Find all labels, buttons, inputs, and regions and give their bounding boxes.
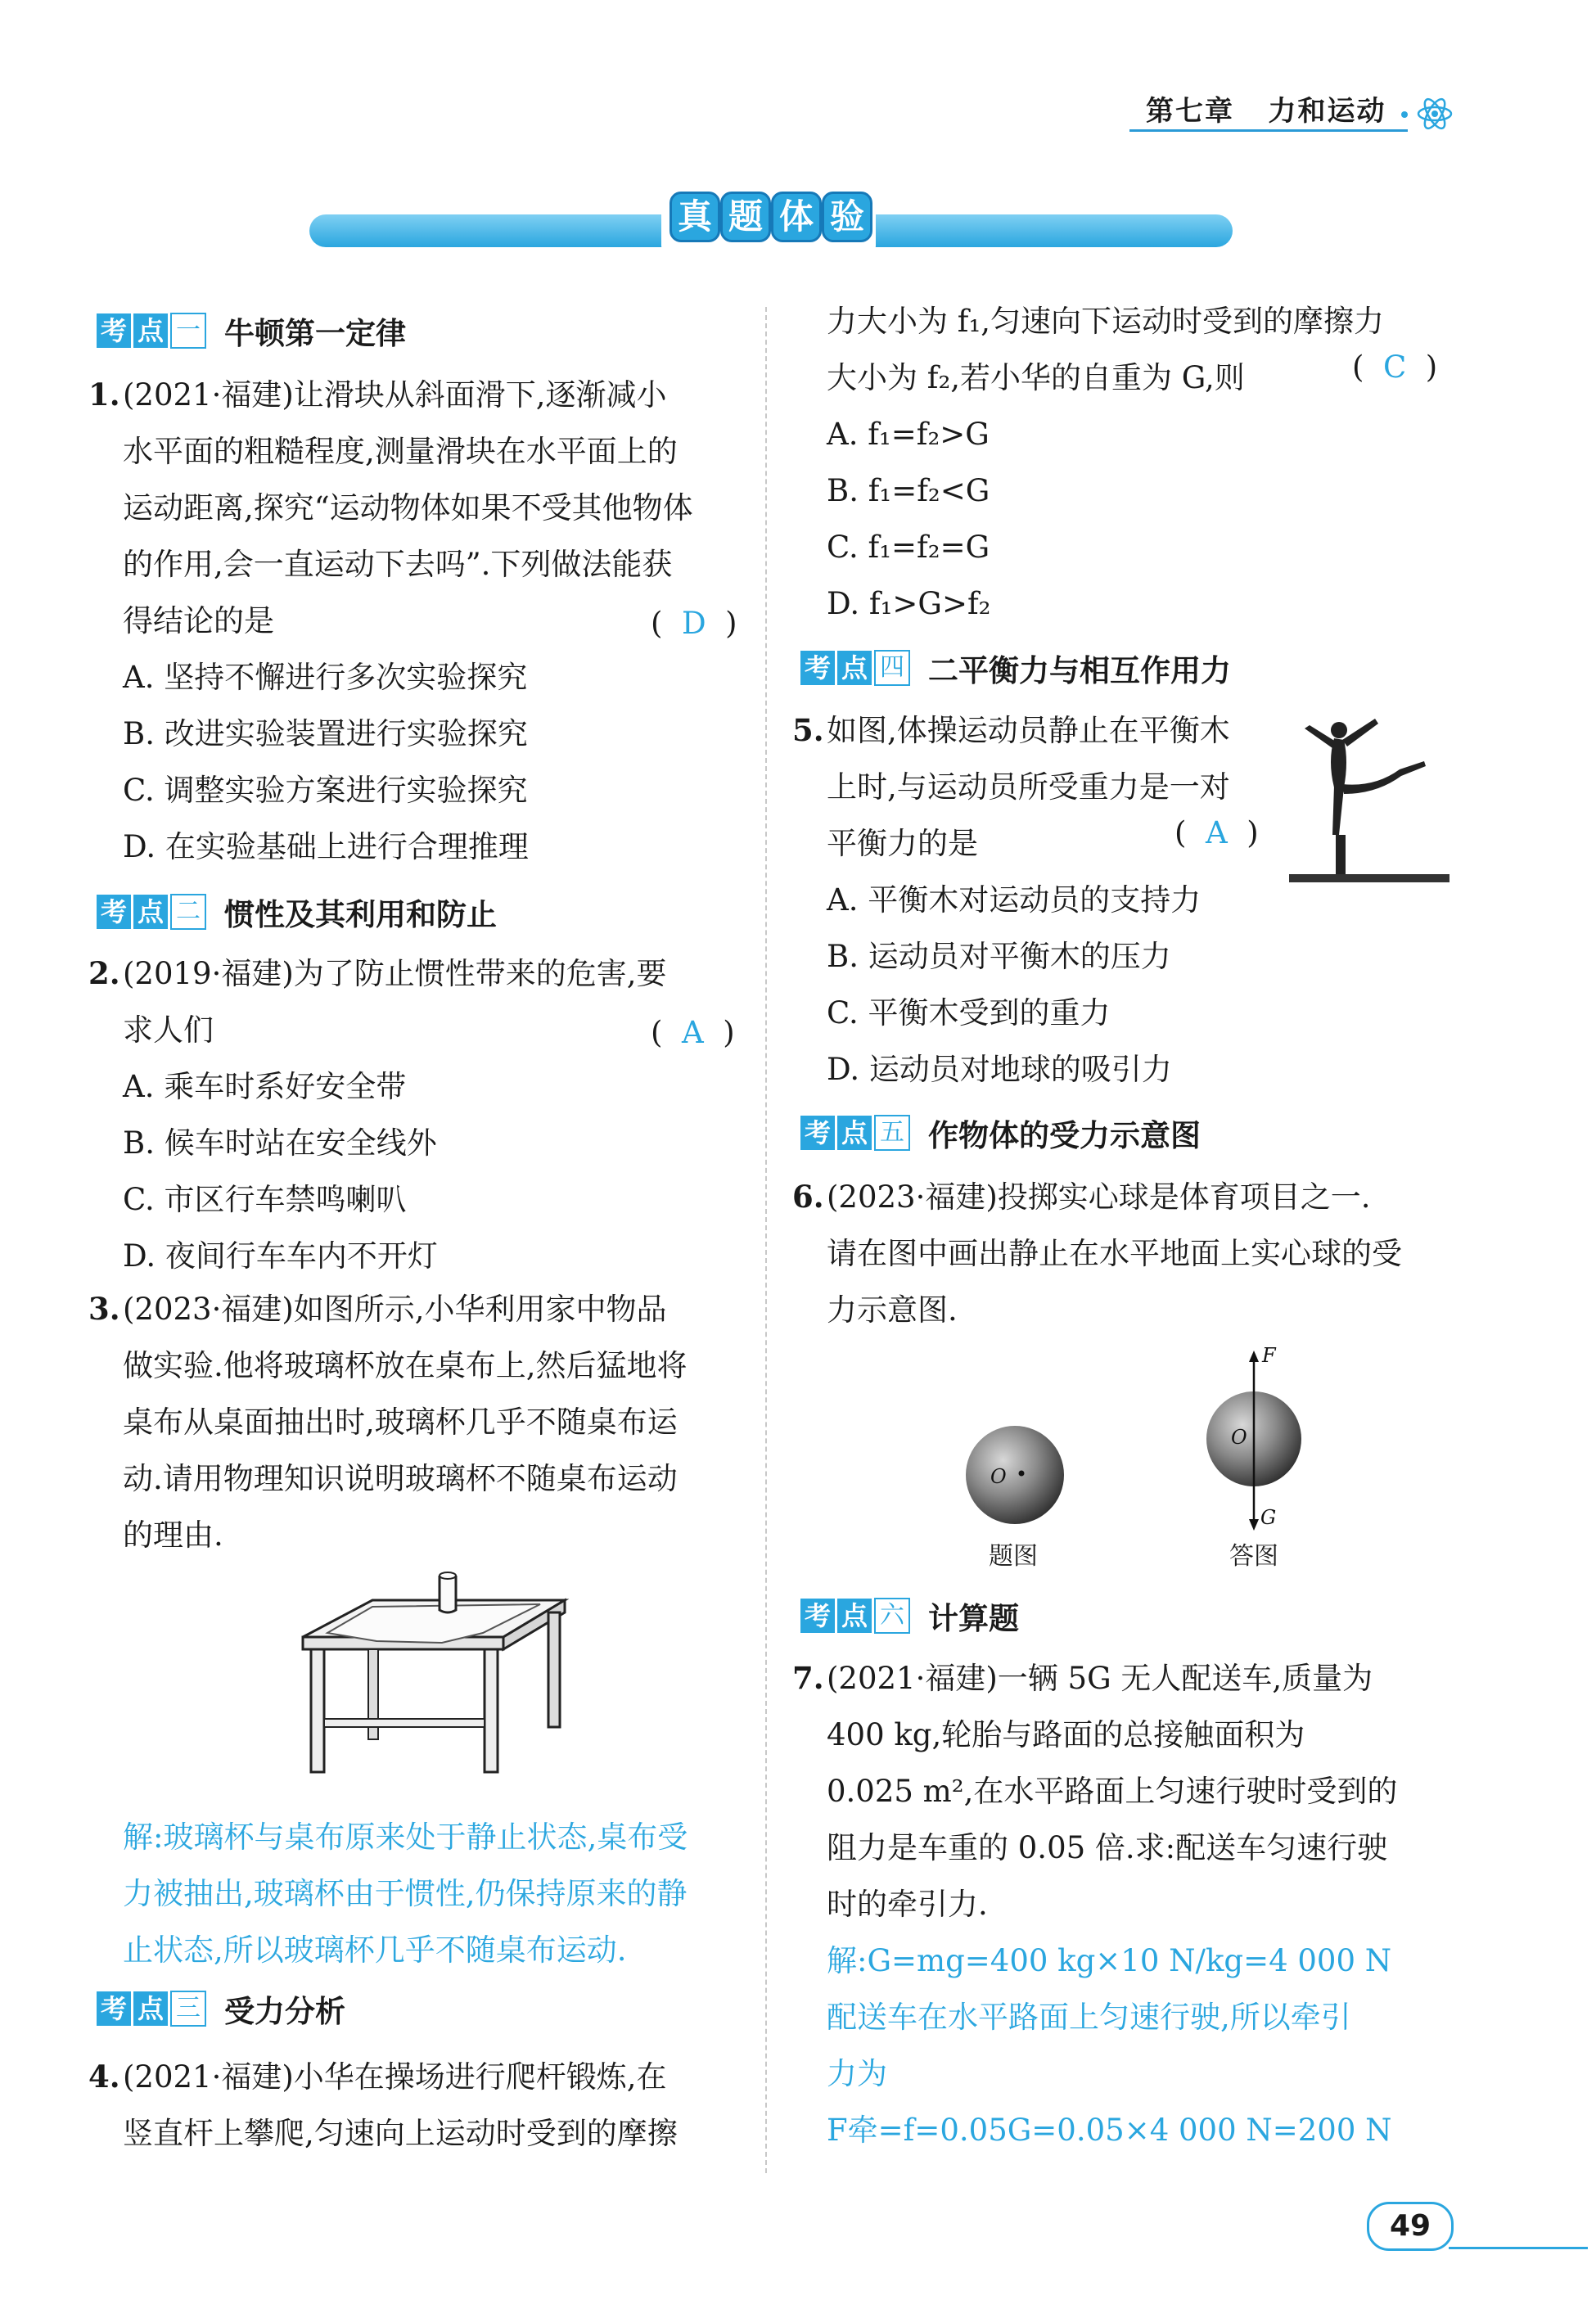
tag-kao: 考 <box>800 651 835 685</box>
tag-kao: 考 <box>97 313 131 348</box>
banner-char: 真 <box>670 192 720 242</box>
answer-bracket: ( A ) <box>1174 815 1259 850</box>
answer-bracket: ( C ) <box>1352 350 1438 385</box>
answer: A <box>681 1015 704 1050</box>
question-line: (2021·福建)小华在操场进行爬杆锻炼,在 <box>123 2059 667 2095</box>
ball-center-dot <box>1019 1471 1025 1477</box>
solution-line: 配送车在水平路面上匀速行驶,所以牵引 <box>827 2000 1351 2035</box>
option: D. 夜间行车车内不开灯 <box>123 1238 438 1274</box>
option: A. 平衡木对运动员的支持力 <box>827 882 1202 918</box>
answer: D <box>681 606 706 641</box>
option: A. 乘车时系好安全带 <box>123 1069 407 1104</box>
figure-caption-question: 题图 <box>989 1542 1038 1571</box>
tag-dian: 点 <box>837 651 872 685</box>
tag-kao: 考 <box>97 1991 131 2026</box>
tag-dian: 点 <box>133 895 168 929</box>
question-line: 力示意图. <box>827 1292 958 1328</box>
question-line: (2023·福建)如图所示,小华利用家中物品 <box>123 1292 667 1327</box>
option: C. 调整实验方案进行实验探究 <box>123 773 528 808</box>
answer: A <box>1205 815 1228 850</box>
banner-char: 题 <box>720 192 771 242</box>
question-5 <box>827 702 1230 1098</box>
question-number: 3. <box>88 1291 120 1327</box>
tag-number: 一 <box>170 313 206 349</box>
section-tag-2 <box>97 894 497 930</box>
question-line: 如图,体操运动员静止在平衡木 <box>827 713 1230 748</box>
question-line: 400 kg,轮胎与路面的总接触面积为 <box>827 1717 1305 1752</box>
tag-number: 二 <box>170 894 206 930</box>
tag-dian: 点 <box>837 1116 872 1150</box>
question-number: 6. <box>792 1179 824 1215</box>
solution-3 <box>123 1809 688 1978</box>
solution-line: 解:G=mg=400 kg×10 N/kg=4 000 N <box>827 1943 1392 1978</box>
page-number-line <box>1449 2247 1588 2249</box>
solution-line: 力被抽出,玻璃杯由于惯性,仍保持原来的静 <box>123 1876 688 1911</box>
section-title: 作物体的受力示意图 <box>928 1118 1201 1153</box>
tag-dian: 点 <box>133 1991 168 2026</box>
tag-number: 六 <box>874 1598 910 1634</box>
arrow-down-icon <box>1249 1519 1259 1531</box>
question-line: 大小为 f₂,若小华的自重为 G,则 <box>827 360 1245 395</box>
question-number: 5. <box>792 712 824 748</box>
question-line: 桌布从桌面抽出时,玻璃杯几乎不随桌布运 <box>123 1405 678 1440</box>
question-2 <box>123 945 667 1284</box>
solution-line: 力为 <box>827 2056 887 2091</box>
tag-dian: 点 <box>837 1599 872 1633</box>
question-line: 平衡力的是 <box>827 826 978 861</box>
question-line: 阻力是车重的 0.05 倍.求:配送车匀速行驶 <box>827 1830 1388 1865</box>
question-line: 的理由. <box>123 1518 223 1553</box>
answer-bracket: ( D ) <box>651 606 737 641</box>
question-number: 4. <box>88 2059 120 2095</box>
label-g: G <box>1260 1506 1277 1529</box>
question-4 <box>123 2049 678 2162</box>
label-o-question: O <box>990 1465 1007 1488</box>
question-number: 7. <box>792 1660 824 1696</box>
header-dot <box>1401 111 1408 118</box>
question-line: 请在图中画出静止在水平地面上实心球的受 <box>827 1236 1402 1271</box>
option: C. 市区行车禁鸣喇叭 <box>123 1182 407 1217</box>
question-line: 得结论的是 <box>123 603 274 638</box>
question-line: 竖直杆上攀爬,匀速向上运动时受到的摩擦 <box>123 2116 678 2151</box>
atom-icon <box>1416 95 1454 133</box>
section-tag-5 <box>800 1115 1201 1151</box>
label-o-answer: O <box>1231 1426 1247 1449</box>
question-line: 水平面的粗糙程度,测量滑块在水平面上的 <box>123 434 678 469</box>
question-line: (2019·福建)为了防止惯性带来的危害,要 <box>123 956 667 991</box>
banner-char: 体 <box>771 192 822 242</box>
header-underline <box>1129 129 1408 132</box>
solution-line: 止状态,所以玻璃杯几乎不随桌布运动. <box>123 1932 627 1968</box>
option: A. f₁=f₂>G <box>827 417 990 452</box>
option: D. f₁>G>f₂ <box>827 586 991 621</box>
question-number: 2. <box>88 955 120 991</box>
question-4-continued <box>827 293 1384 632</box>
section-title: 受力分析 <box>224 1994 345 2029</box>
option: A. 坚持不懈进行多次实验探究 <box>123 660 528 695</box>
question-line: 0.025 m²,在水平路面上匀速行驶时受到的 <box>827 1774 1398 1809</box>
section-tag-3 <box>97 1991 345 2027</box>
option: C. f₁=f₂=G <box>827 530 990 565</box>
section-tag-4 <box>800 650 1231 686</box>
tag-kao: 考 <box>800 1116 835 1150</box>
tag-kao: 考 <box>800 1599 835 1633</box>
question-line: 时的牵引力. <box>827 1887 988 1922</box>
tag-number: 五 <box>874 1115 910 1151</box>
arrow-up-icon <box>1249 1351 1259 1362</box>
question-line: 力大小为 f₁,匀速向下运动时受到的摩擦力 <box>827 304 1385 339</box>
section-title: 牛顿第一定律 <box>224 316 406 351</box>
banner-char: 验 <box>822 192 872 242</box>
page-number: 49 <box>1367 2202 1454 2251</box>
question-line: 做实验.他将玻璃杯放在桌布上,然后猛地将 <box>123 1348 688 1383</box>
section-tag-1 <box>97 313 406 349</box>
label-f: F <box>1262 1344 1276 1367</box>
question-line: 上时,与运动员所受重力是一对 <box>827 769 1230 805</box>
question-line: 运动距离,探究“运动物体如果不受其他物体 <box>123 490 693 525</box>
question-line: 动.请用物理知识说明玻璃杯不随桌布运动 <box>123 1461 678 1496</box>
tag-number: 四 <box>874 650 910 686</box>
option: B. 候车时站在安全线外 <box>123 1125 437 1161</box>
question-number: 1. <box>88 377 120 413</box>
option: D. 运动员对地球的吸引力 <box>827 1052 1172 1087</box>
option: D. 在实验基础上进行合理推理 <box>123 829 529 864</box>
question-line: 求人们 <box>123 1012 214 1048</box>
question-line: (2023·福建)投掷实心球是体育项目之一. <box>827 1179 1371 1215</box>
option: C. 平衡木受到的重力 <box>827 995 1111 1030</box>
chapter-header <box>1146 88 1386 129</box>
section-title: 二平衡力与相互作用力 <box>928 653 1231 688</box>
answer-bracket: ( A ) <box>651 1015 735 1050</box>
answer: C <box>1382 350 1407 385</box>
tag-kao: 考 <box>97 895 131 929</box>
option: B. 改进实验装置进行实验探究 <box>123 716 528 751</box>
table-cloth-figure <box>295 1567 573 1780</box>
chapter-number: 第七章 <box>1146 95 1234 128</box>
figure-caption-answer: 答图 <box>1229 1542 1278 1571</box>
chapter-title: 力和运动 <box>1268 95 1386 128</box>
question-3 <box>123 1281 688 1563</box>
solution-line: 解:玻璃杯与桌布原来处于静止状态,桌布受 <box>123 1820 688 1855</box>
question-1 <box>123 367 693 875</box>
ball-question <box>966 1426 1064 1524</box>
tag-dian: 点 <box>133 313 168 348</box>
section-title: 计算题 <box>928 1601 1019 1636</box>
question-line: (2021·福建)让滑块从斜面滑下,逐渐减小 <box>123 377 667 413</box>
option: B. 运动员对平衡木的压力 <box>827 939 1171 974</box>
option: B. f₁=f₂<G <box>827 473 990 508</box>
question-6 <box>827 1169 1402 1338</box>
question-7 <box>827 1650 1397 2158</box>
gymnast-figure <box>1285 712 1453 892</box>
solution-line: F牵=f=0.05G=0.05×4 000 N=200 N <box>827 2113 1392 2148</box>
section-title: 惯性及其利用和防止 <box>224 897 497 932</box>
ball-figures <box>941 1342 1334 1555</box>
column-divider <box>765 307 767 2173</box>
tag-number: 三 <box>170 1991 206 2027</box>
section-tag-6 <box>800 1598 1019 1634</box>
question-line: (2021·福建)一辆 5G 无人配送车,质量为 <box>827 1661 1373 1696</box>
question-line: 的作用,会一直运动下去吗”.下列做法能获 <box>123 547 673 582</box>
